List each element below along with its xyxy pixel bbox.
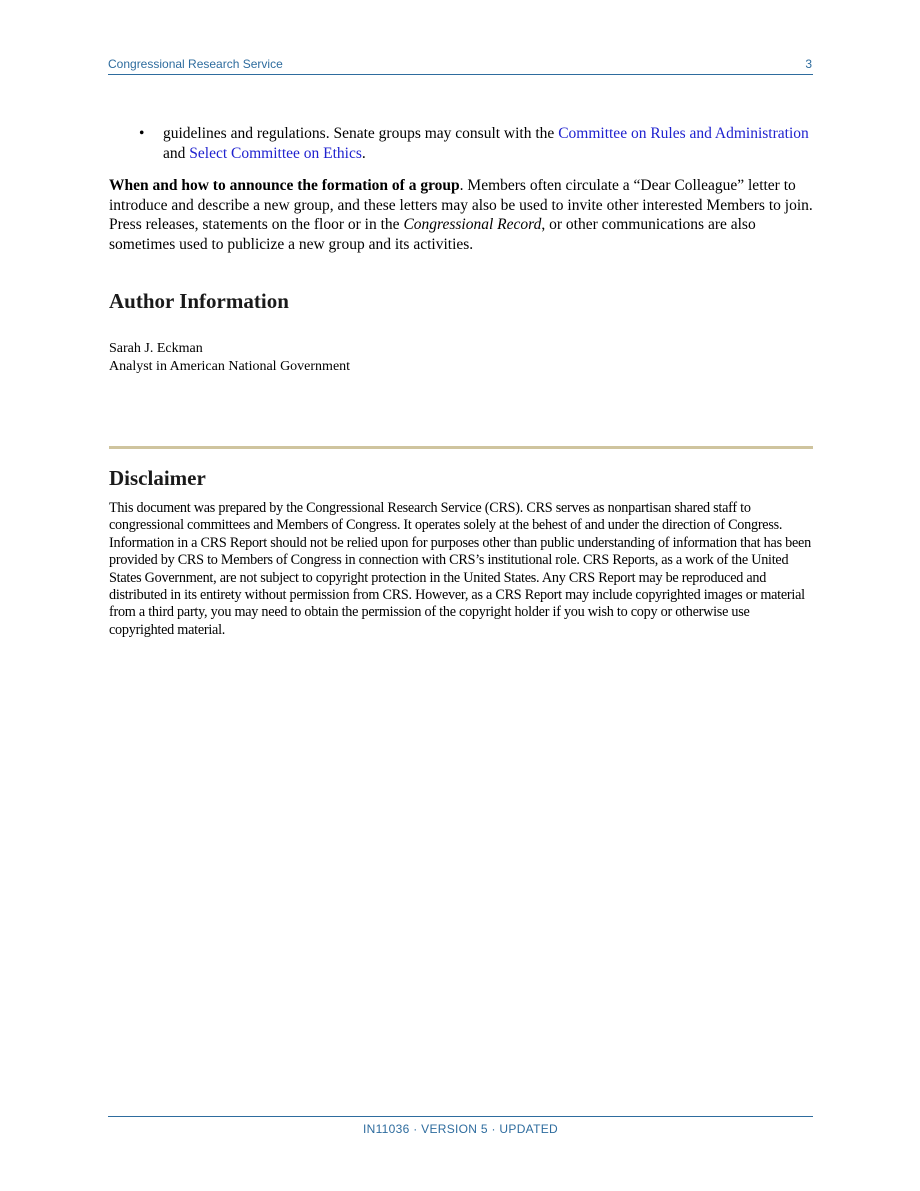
disclaimer-heading: Disclaimer xyxy=(109,466,206,490)
footer-divider xyxy=(108,1116,813,1117)
disclaimer-text: This document was prepared by the Congressional Research Service (CRS). CRS serves as nonpartisan shared staff to congressional committees and Members of Congress. It operates solely at the behest of and under the direction of Congress. Information in a CRS Report should not be relied upon for purposes other than public understanding of information that has been provided by CRS to Members of Congress in connection with CRS’s institutional role. CRS Reports, as a work of the United States Government, are not subject to copyright protection in the United States. Any CRS Report may be reproduced and distributed in its entirety without permission from CRS. However, as a CRS Report may include copyrighted images or material from a third party, you may need to obtain the permission of the copyright holder if you wish to copy or otherwise use copyrighted material. xyxy=(109,500,811,638)
list-item xyxy=(109,124,813,164)
announce-text-1: . Members often circulate a “Dear Colleague” letter to introduce and describe a new group, and these letters may also be used to invite other interested Members to join. Press releases, statements on the floor or in the xyxy=(109,177,813,233)
section-divider xyxy=(109,446,813,449)
page-footer: IN11036 · VERSION 5 · UPDATED xyxy=(363,1122,558,1136)
header-page-number: 3 xyxy=(805,57,812,71)
author-title: Analyst in American National Government xyxy=(109,359,351,374)
announce-lead: When and how to announce the formation of a group xyxy=(109,177,460,194)
announce-text-2: , or other communications are also sometimes used to publicize a new group and its activities. xyxy=(109,216,756,253)
bullet-text-before: guidelines and regulations. Senate groups may consult with the xyxy=(163,125,559,142)
announce-paragraph xyxy=(109,176,813,254)
bullet-text-after: . xyxy=(361,145,366,162)
bullet-icon: • xyxy=(139,125,145,142)
ethics-committee-link[interactable]: Select Committee on Ethics xyxy=(189,145,362,162)
rules-committee-link[interactable]: Committee on Rules and Administration xyxy=(558,125,809,142)
main-content xyxy=(109,124,813,254)
announce-italic: Congressional Record xyxy=(403,216,542,233)
author-block xyxy=(109,340,350,376)
author-name: Sarah J. Eckman xyxy=(109,341,203,356)
header-publisher: Congressional Research Service xyxy=(108,57,283,71)
page-header xyxy=(108,56,813,75)
bullet-text-between: and xyxy=(163,145,190,162)
author-heading: Author Information xyxy=(109,289,289,313)
bullet-list xyxy=(109,124,813,164)
